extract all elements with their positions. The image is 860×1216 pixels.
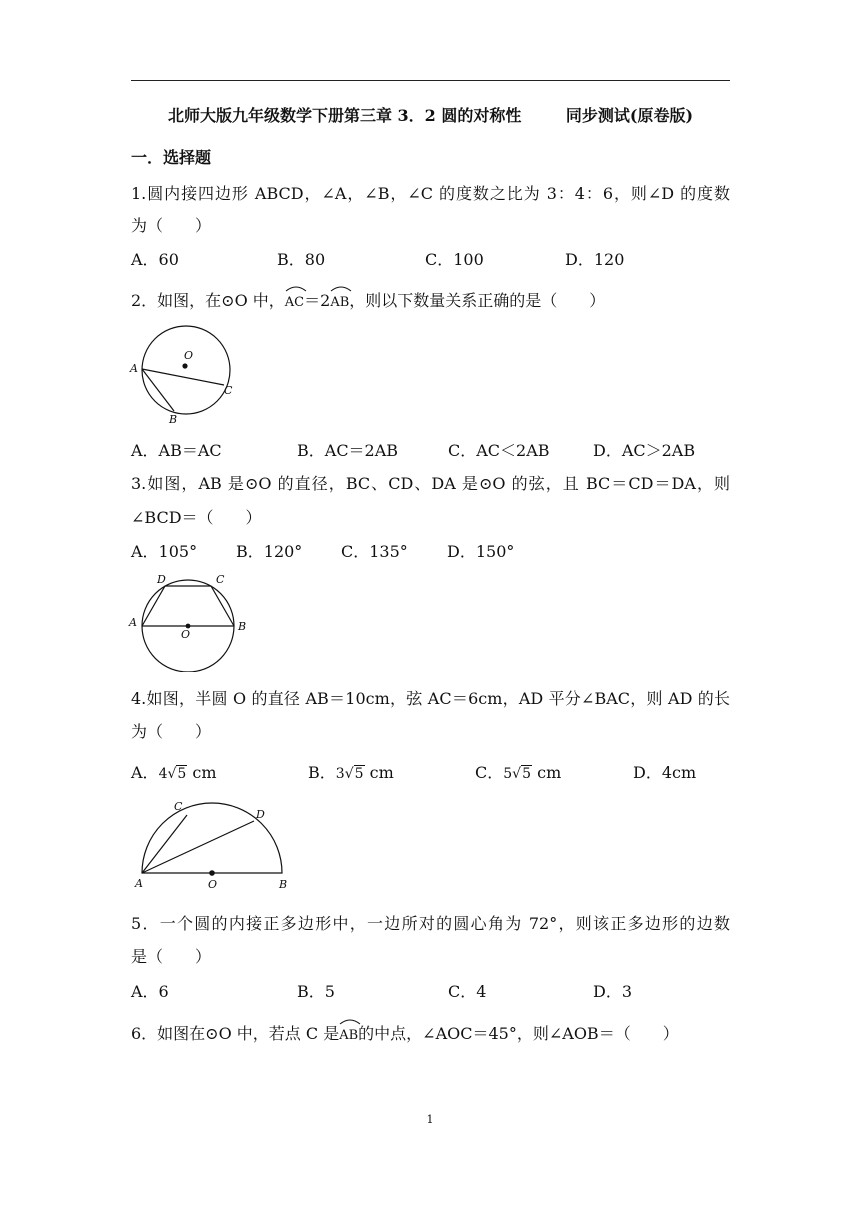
- q3-line2: ∠BCD＝（ ）: [131, 508, 262, 527]
- q2-stem-pre: 2．如图，在⊙O 中，: [131, 291, 285, 310]
- q2-label-a: A: [130, 362, 138, 375]
- q4-option-c-coef: 5: [503, 766, 513, 782]
- q2-option-d[interactable]: D．AC＞2AB: [593, 441, 696, 460]
- q4-option-c-radicand: 5: [522, 766, 532, 782]
- q1-option-b[interactable]: B．80: [277, 250, 326, 269]
- q3-label-d: D: [157, 573, 166, 586]
- q3-line1: 3.如图，AB 是⊙O 的直径，BC、CD、DA 是⊙O 的弦，且 BC＝CD＝DA，则: [131, 474, 730, 493]
- q4-option-b[interactable]: [308, 760, 394, 783]
- q5-line1: 5．一个圆的内接正多边形中，一边所对的圆心角为 72°，则该正多边形的边数: [131, 914, 730, 933]
- q3-option-a[interactable]: A．105°: [131, 542, 198, 561]
- q4-option-c-letter: C．: [475, 763, 504, 782]
- q3-figure: [128, 572, 258, 672]
- q4-option-a-coef: 4: [158, 766, 168, 782]
- q4-label-a: A: [135, 877, 143, 890]
- q4-options: [131, 760, 730, 782]
- q2-label-c: C: [224, 384, 233, 397]
- section-heading: 一．选择题: [131, 148, 212, 167]
- q3-option-d[interactable]: D．150°: [447, 542, 515, 561]
- q6-stem: [131, 1020, 679, 1044]
- q2-stem: [131, 287, 605, 311]
- sqrt-icon: 4√5: [158, 766, 187, 782]
- sqrt-icon: 3√5: [335, 766, 364, 782]
- q1-line2: 为（ ）: [131, 216, 212, 235]
- q2-arc-ac-text: AC: [284, 295, 305, 310]
- q4-option-a[interactable]: [131, 760, 217, 783]
- q1-line1: 1.圆内接四边形 ABCD，∠A，∠B，∠C 的度数之比为 3：4：6，则∠D 的度数: [131, 184, 730, 203]
- q3-label-c: C: [216, 573, 225, 586]
- q2-option-c[interactable]: C．AC＜2AB: [448, 441, 550, 460]
- q4-option-a-letter: A．: [131, 763, 159, 782]
- q4-option-d[interactable]: [633, 760, 696, 783]
- q4-option-c[interactable]: [475, 760, 561, 783]
- q4-option-b-letter: B．: [308, 763, 336, 782]
- q4-option-d-letter: D．: [633, 763, 662, 782]
- q4-option-a-radicand: 5: [177, 766, 187, 782]
- q3-option-c[interactable]: C．135°: [341, 542, 408, 561]
- q2-stem-mid: ＝2: [304, 291, 331, 310]
- arc-symbol-icon: [330, 284, 352, 292]
- q4-figure: [128, 797, 298, 893]
- q4-option-b-radicand: 5: [354, 766, 364, 782]
- q1-options: [131, 247, 730, 269]
- q2-option-b[interactable]: B．AC＝2AB: [297, 441, 399, 460]
- q4-label-b: B: [279, 878, 288, 891]
- q4-label-d: D: [256, 808, 265, 821]
- q2-arc-ac: [285, 287, 304, 310]
- q6-stem-pre: 6．如图在⊙O 中，若点 C 是: [131, 1024, 340, 1043]
- q3-option-b[interactable]: B．120°: [236, 542, 303, 561]
- q5-option-b[interactable]: B．5: [297, 982, 335, 1001]
- q6-arc-ab: [339, 1020, 358, 1043]
- q2-figure: [128, 322, 240, 426]
- page-number: 1: [426, 1113, 434, 1126]
- q6-stem-post: 的中点，∠AOC＝45°，则∠AOB＝（ ）: [358, 1024, 679, 1043]
- q5-options: [131, 979, 730, 1001]
- q4-option-d-text: 4cm: [661, 763, 697, 782]
- q3-label-a: A: [129, 616, 137, 629]
- q4-option-a-unit: cm: [187, 763, 217, 782]
- q3-label-b: B: [238, 620, 247, 633]
- q2-option-a[interactable]: A．AB＝AC: [131, 441, 222, 460]
- q2-arc-ab: [330, 287, 349, 310]
- arc-symbol-icon: [339, 1017, 361, 1025]
- q4-option-b-unit: cm: [364, 763, 394, 782]
- q5-option-c[interactable]: C．4: [448, 982, 487, 1001]
- q1-option-a[interactable]: A．60: [131, 250, 179, 269]
- q3-label-o: O: [181, 628, 191, 641]
- sqrt-icon: 5√5: [503, 766, 532, 782]
- q2-stem-post: ，则以下数量关系正确的是（ ）: [349, 291, 606, 310]
- q1-option-c[interactable]: C．100: [425, 250, 484, 269]
- q2-options: [131, 438, 730, 460]
- document-title: 北师大版九年级数学下册第三章 3．2 圆的对称性 同步测试(原卷版): [167, 106, 694, 125]
- arc-symbol-icon: [285, 284, 307, 292]
- q4-line2: 为（ ）: [131, 722, 212, 741]
- q5-line2: 是（ ）: [131, 947, 212, 966]
- header-rule: [131, 80, 730, 81]
- q1-option-d[interactable]: D．120: [565, 250, 625, 269]
- q5-option-a[interactable]: A．6: [131, 982, 169, 1001]
- q4-option-c-unit: cm: [532, 763, 562, 782]
- q2-label-b: B: [169, 413, 178, 426]
- q6-arc-ab-text: AB: [339, 1028, 359, 1043]
- q2-label-o: O: [184, 349, 194, 362]
- q5-option-d[interactable]: D．3: [593, 982, 633, 1001]
- q4-label-o: O: [208, 878, 218, 891]
- q2-arc-ab-text: AB: [330, 295, 350, 310]
- q4-option-b-coef: 3: [335, 766, 345, 782]
- q3-options: [131, 539, 730, 561]
- q4-label-c: C: [174, 800, 183, 813]
- q4-line1: 4.如图，半圆 O 的直径 AB＝10cm，弦 AC＝6cm，AD 平分∠BAC，则 AD 的长: [131, 689, 730, 708]
